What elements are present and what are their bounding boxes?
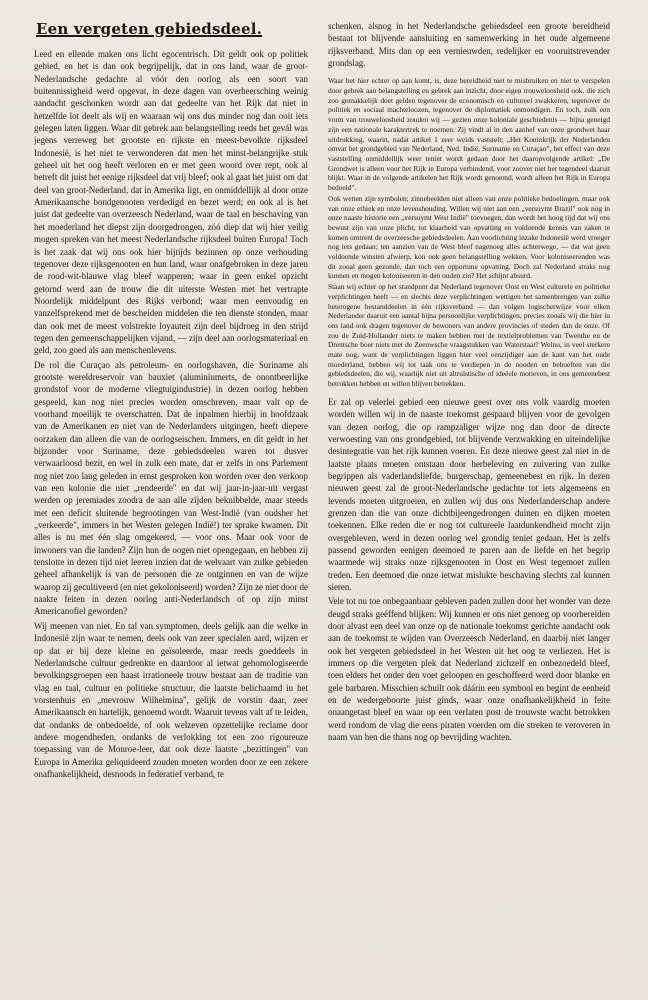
article-title: Een vergeten gebiedsdeel. [36, 20, 263, 38]
right-column [328, 20, 610, 966]
paragraph: Leed en ellende maken ons licht egocentrisch. Dit geldt ook op politiek gebied, en het is dan ook begrijpelijk, dat in ons land, waar de groot-Nederlandsche gedachte al vóór den oorlog als een soort van buitennissigheid werd opgevat, in deze dagen van overheersching weinig aandacht geschonken wordt aan dat gedeelte van het Rijk dat niet in hetzelfde lot deelt als wij en waaraan wij ons dus minder nog dan ooit iets gelegen laten liggen. Waar dit gebrek aan belangstelling reeds het gevál was jegens verreweg het grootste en rijkste en meest-bevolkte rijksdeel Indonesië, is het niet te verwonderen dat men het minst-belangrijke stuk geheel uit het oog heeft verloren en er met geen woord over rept, ook al betreft dit juist het eenige rijksdeel dat vrij bleef; ook al gaat het juist om dat deel van groot-Nederland, dat in Amerika ligt, en onmiddellijk al door onze Amerikaansche bondgenooten verdedigd en bezet werd; en ook al is het juist dat gedeelte van overzeesch Nederland, waar de taal en beschaving van het moederland het diepst zijn doorgedrongen, zóó diep dat wij hier veilig mogen spreken van het meest Nederlandsche rijksdeel buiten Europa! Toch is het zaak dat wij ons ook hier bijtijds bezinnen op onze verhouding tegenover deze rijksgenooten en hun land, waar onafgebroken in deze jaren de rood-wit-blauwe vlag bleef wapperen; waar in geen enkel opzicht getornd werd aan de trouw die dit uiterste Westen met het vertrapte Noordelijk middelpunt des Rijks verbond; waar men eenvoudig en vanzelfsprekend met de bescheiden middelen die ten dienste stonden, maar dan ook met de meest volstrekte loyauteit zijn deel bijdroeg in den strijd tegen den gemeenschappelijken vijand, — zijn deel aan oorlogsmateriaal en geld, zoo goed als aan menschenlevens. [34, 49, 308, 356]
left-column [34, 48, 308, 966]
small-print-paragraph: Ook wetten zijn symbolen; zinnebeelden niet alleen van onze politieke bedoelingen, maar ook van onze ethiek en onze levenshouding. Willen wij niet aan een „versuymt Brazil" ook nog in onze naaste historie een „versuymt West Indië" toevoegen, dan wordt het hoog tijd dat wij ons bewust zijn van onze plicht, tot klaarheid van opvatting en voldoende kennis van zaken te komen omtrent de overzeesche gebiedsdeelen. Aan voorlichting inzake Indonesië werd vroeger nog iets gedaan; ten aanzien van de West bleef nagenoeg alles achterwege, — dat wat geen voldoende winsten afwierp, kon ook geen belangstelling wekken. Voor koloniseerenden was dit zooal geen gezonde, dan toch een opportune opvatting. Doch zal Nederland straks nog kunnen en mogen koloniseeren in den ouden zin? Het schijnt absurd. [328, 193, 610, 281]
paragraph: Er zal op velerlei gebied een nieuwe geest over ons volk vaardig moeten worden willen wij in de naaste toekomst gespaard blijven voor de gevolgen van dezen oorlog, die op rampzaliger wijze nog dan door de directe verwoesting van ons grondgebied, tot blijvende verzwakking en uiteindelijke desintegratie van het rijk kunnen voeren. En deze nieuwe geest zal niet in de laatste plaats moeten ontstaan door herbeleving en zuivering van zulke begrippen als vaderlandsliefde, burgerschap, gemeenebest en rijk. In dezen nieuwen geest zal de groot-Nederlandsche gedachte tot iets algemeens en levends moeten uitgroeien, en zullen wij dus ons Nederlanderschap andere grenzen dan die van onze dichtbijeengedrongen duinen en dijken moeten toekennen. Elke reden die er nog tot cultureele laatdunkendheid mocht zijn overgebleven, werd in dezen oorlog wel grondig teniet gedaan. Het is zelfs passend geworden eenigen deemoed te paren aan de liefde en het begrip waarmede wij straks onze rijksgenooten in Oost en West tegemoet zullen treden. Een deemoed die onze ietwat mislukte beschaving slechts zal kunnen sieren. [328, 396, 610, 593]
small-print-paragraph: Waar het hier echter op aan komt, is, deze bereidheid niet te misbruiken en niet te verspelen door gebrek aan belangstelling en gebrek aan inzicht, door eigen trouweloosheid ook, die zich zoo gemakkelijk doet gelden tegenover de economisch en cultureel zwakkeren, tegenover de politiek en sociaal machteloozen, tegenover de diplomatiek onmondigen. En toch, zulk een vorm van trouweloosheid zouden wij — gezien onze koloniale geschiedenis — bijna geneigd zijn een nationale karaktertrek te noemen. Zij vindt al in den aanhef van onze grondwet haar uitdrukking, waarin, nadat artikel 1 zeer weids vaststelt: „Het Koninkrijk der Nederlanden omvat het grondgebied van Nederland, Ned. Indië, Suriname en Curaçao", het effect van deze vaststelling onmiddellijk weer teniet wordt gedaan door het daaropvolgende artikel: „De Grondwet is alleen voor het Rijk in Europa verbindend, voor zoover niet het tegendeel daaruit blijkt. Waar in de volgende artikelen het Rijk wordt genoemd, wordt alleen het Rijk in Europa bedoeld". [328, 76, 610, 193]
paragraph: De rol die Curaçao als petroleum- en oorlogshaven, die Suriname als grootste wereldreservoir van bauxiet (aluminiumerts, de onontbeerlijke grondstof voor de moderne vliegtuigindustrie) in dezen oorlog hebben gespeeld, kan nog niet precies worden omschreven, maar valt op de voorhand moeilijk te overschatten. Dat de inpalmen hierbij in hoofdzaak van de Amerikanen en niet van de Nederlanders uitgingen, heeft diepere oorzaken dan alleen die van de oorlogseischen. Immers, en dit geldt in het bijzonder voor Suriname, deze gebiedsdeelen waren tot dusver verwaarloosd bezit, en wel in zulk een mate, dat er zelfs in ons Parlement nog niet zoo lang geleden in ernst gesproken kon worden over den verkoop van een kolonie die niet „rendeerde" en dat wij jaar-in-jaar-uit vergast werden op jeremiades zoodra de aan alle zijden beknibbelde, maar steeds met een deficit sluitende begrootingen van West-Indië (van oudsher het „verkeerde", immers in het Westen gelegen Indië!) ter sprake kwamen. Dit alles is nu met één slag omgekeerd, — voor ons. Maar ook voor de inwoners van die landen? Zijn hun de oogen niet opengegaan, en hebben zij tenslotte in dezen tijd niet leeren inzien dat de welvaart van zulke gebieden geheel afhankelijk is van de personen die ze ontginnen en van de wijze waarop zij gecultiveerd (en niet gekoloniseerd) worden? Zijn ze niet door de naakte feiten in dezen oorlog anti-Nederlandsch of op zijn minst Americanofiel geworden? [34, 359, 308, 617]
paragraph: Vele tot nu toe onbegaanbaar gebleven paden zullen door het wonder van deze deugd straks geëffend blijken: Wij kunnen er ons niet genoeg op voorbereiden door alvast een deel van onze op de nationale toekomst gerichte aandacht ook aan de toekomst te wijden van Overzeesch Nederland, en daarbij niet langer ook het vergeten gebiedsdeel in het Westen uit het oog te verliezen. Het is immers op die vergeten plek dat Nederland zichzelf en onbezoedeld bleef, toen elders het onder den voet geloopen en geschoffeerd werd door blanke en gele barbaren. Misschien schuilt ook dáárin een symbool en begint de eenheid en de wedergeboorte juist gínds, waar onze onafhankelijkheid in feite onaangetast bleef en waar op een verlaten post de trouwste wacht betrokken werd rondom de vlag die eens piraten voerden om die streken te veroveren in naam van hen die thans nog op bevrijding wachten. [328, 596, 610, 743]
paragraph: Wij meenen van niet. En tal van symptomen, deels gelijk aan die welke in Indonesië zijn waar te nemen, deels ook van zeer specialen aard, wijzen er op dat er bij deze kleine en geïsoleerde, maar reeds goeddeels in Nederlandsche cultuur gedrenkte en daardoor al ietwat gehomologiseerde bevolkingsgroepen een haast irrationeele trouw bestaat aan de traditie van vlag en taal, cultuur en politieke structuur, die laatste belichaamd in het vorstenhuis en „mevrouw Wilhelmina", gelijk de vorstin daar, zeer Amerikaansch en hartelijk, genoemd wordt. Waaruit tevens valt af te leiden, dat ondanks de onbedoelde, of ook welzeven opzettelijke reclame door andere mogendheden, ondanks de verlokking tot een zoo rigoureuze toepassing van de Monroe-leer, dat ook deze laatste „bezittingen" van Europa in Amerika geliquideerd zouden moeten worden door ze een zekere onafhankelijkheid, desnoods in federatief verband, te [34, 620, 308, 779]
paragraph: schenken, alsnog in het Nederlandsche gebiedsdeel een groote bereidheid bestaat tot blijvende aansluiting en samenwerking in het oude algemeene rijksverband. Mits dan op een vernieuwden, redelijker en vooruitstrevender grondslag. [328, 21, 610, 69]
small-print-paragraph: Staan wij echter op het standpunt dat Nederland tegenover Oost en West culturele en politieke verplichtingen heeft — en slechts deze verplichtingen wettigen het samenbrengen van zulke heterogene bestanddeelen in één rijksverband — dan volgen logischerwijze voor elken Nederlander daaruit een aantal bijna persoonlijke verplichtingen, precies zooals wij die hier in ons land ook dragen tegenover de bewoners van andere provincies of steden dan de onze. Of zou de Zuid-Hollander niets te maken hebben met de textielproblemen van Twenthe en de Drentsche boer niets met de Zeeuwsche vraagstukken van Waterstaat? Welnu, in veel sterkere mate nog, want de verplichtingen liggen hier veel eenzijdiger aan de kant van het oude moederland, hebben wij tot taak ons te verdiepen in de nooden en behoeften van die gebiedsdeelen, die wij, waarlijk niet uit altruïstische of ideëele motieven, in ons gemeenebest betrokken hebben en willen blijven betrekken. [328, 282, 610, 389]
